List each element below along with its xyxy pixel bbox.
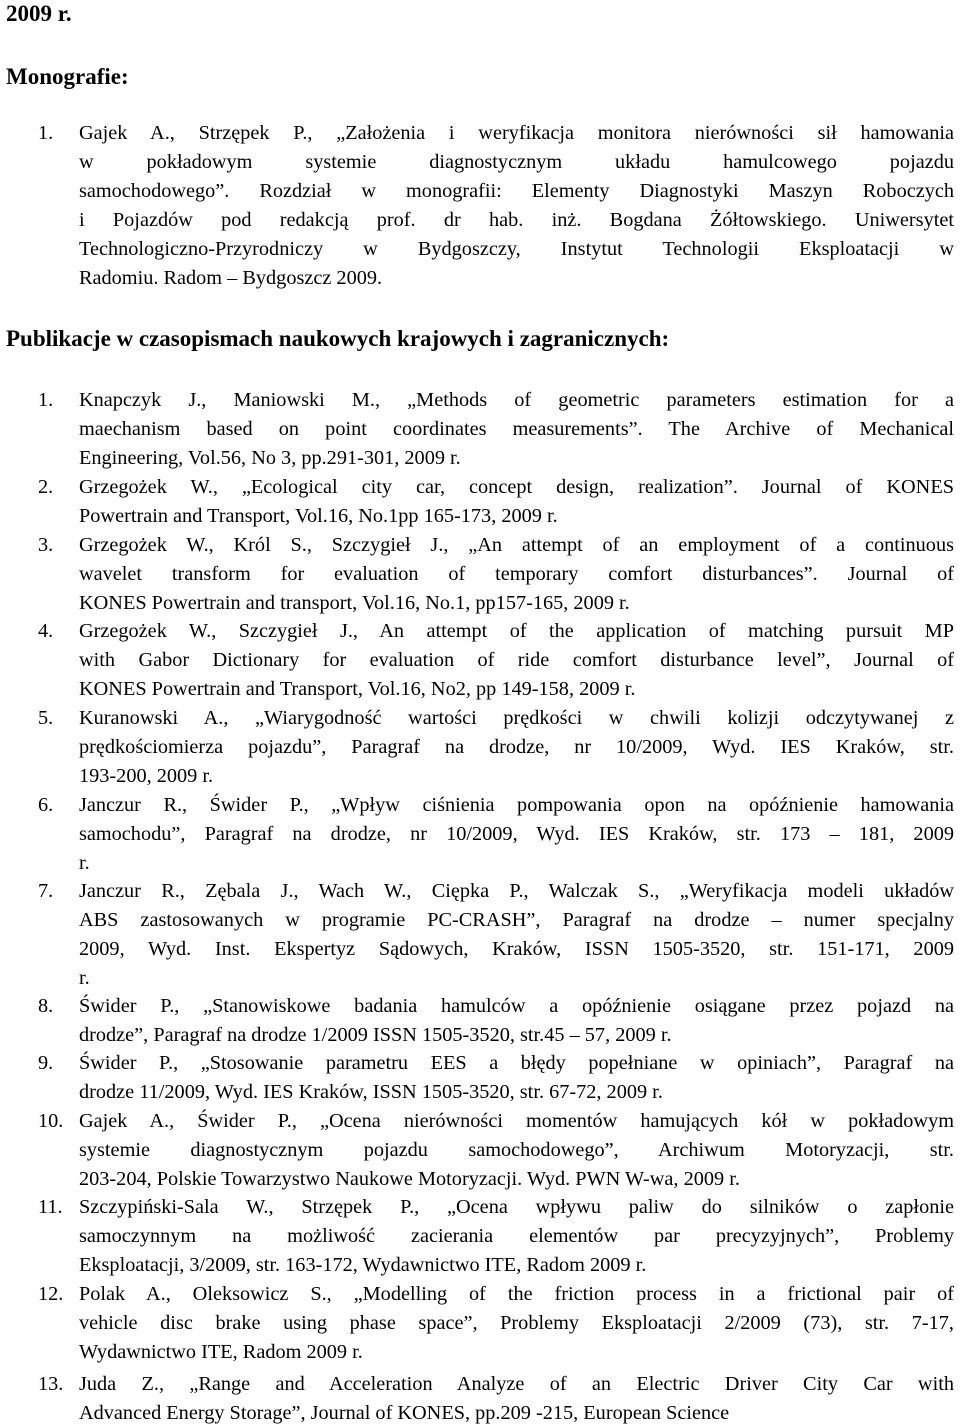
citation-line: samoczynnym na możliwość zacierania elementów par precyzyjnych”, Problemy [79,1225,954,1247]
list-item-number: 2. [38,476,54,498]
citation-text [79,1193,954,1280]
list-item [38,1280,954,1367]
list-item-number: 9. [38,1052,54,1074]
citation-line: w pokładowym systemie diagnostycznym układu hamulcowego pojazdu [79,151,954,173]
citation-line: Janczur R., Świder P., „Wpływ ciśnienia pompowania opon na opóźnienie hamowania [79,794,954,816]
citation-line: 2009, Wyd. Inst. Ekspertyz Sądowych, Kraków, ISSN 1505-3520, str. 151-171, 2009 [79,938,954,960]
citation-line: 203-204, Polskie Towarzystwo Naukowe Motoryzacji. Wyd. PWN W-wa, 2009 r. [79,1168,740,1190]
citation-line: with Gabor Dictionary for evaluation of ride comfort disturbance level”, Journal of [79,649,954,671]
citation-line: r. [79,967,90,989]
citation-line: Janczur R., Zębala J., Wach W., Ciępka P., Walczak S., „Weryfikacja modeli układów [79,880,954,902]
list-item-number: 3. [38,534,54,556]
list-item-number: 13. [38,1373,64,1395]
citation-line: vehicle disc brake using phase space”, Problemy Eksploatacji 2/2009 (73), str. 7-17, [79,1312,954,1334]
list-item-number: 8. [38,995,54,1017]
citation-line: Technologiczno-Przyrodniczy w Bydgoszczy, Instytut Technologii Eksploatacji w [79,238,954,260]
list-item [38,1049,954,1107]
list-item [38,1370,954,1428]
list-item [38,1193,954,1280]
citation-line: Gajek A., Strzępek P., „Założenia i weryfikacja monitora nierówności sił hamowania [79,122,954,144]
citation-line: Polak A., Oleksowicz S., „Modelling of the friction process in a frictional pair of [79,1283,954,1305]
citation-line: samochodu”, Paragraf na drodze, nr 10/2009, Wyd. IES Kraków, str. 173 – 181, 2009 [79,823,954,845]
citation-line: Juda Z., „Range and Acceleration Analyze of an Electric Driver City Car with [79,1373,954,1395]
citation-line: Grzegożek W., Szczygieł J., An attempt of the application of matching pursuit MP [79,620,954,642]
citation-line: Powertrain and Transport, Vol.16, No.1pp 165-173, 2009 r. [79,505,558,527]
citation-line: Grzegożek W., Król S., Szczygieł J., „An attempt of an employment of a continuous [79,534,954,556]
citation-text [79,992,954,1050]
list-item-number: 11. [38,1196,63,1218]
citation-text [79,1280,954,1367]
list-item [38,704,954,791]
citation-text [79,704,954,791]
citation-line: i Pojazdów pod redakcją prof. dr hab. inż. Bogdana Żółtowskiego. Uniwersytet [79,209,954,231]
citation-line: Szczypiński-Sala W., Strzępek P., „Ocena wpływu paliw do silników o zapłonie [79,1196,954,1218]
citation-line: Świder P., „Stanowiskowe badania hamulców a opóźnienie osiągane przez pojazd na [79,995,954,1017]
citation-text [79,119,954,293]
citation-text [79,1049,954,1107]
citation-line: Eksploatacji, 3/2009, str. 163-172, Wydawnictwo ITE, Radom 2009 r. [79,1254,647,1276]
citation-line: Świder P., „Stosowanie parametru EES a błędy popełniane w opiniach”, Paragraf na [79,1052,954,1074]
list-item-number: 5. [38,707,54,729]
citation-text [79,1107,954,1194]
citation-line: Engineering, Vol.56, No 3, pp.291-301, 2009 r. [79,447,461,469]
list-item-number: 6. [38,794,54,816]
list-item [38,877,954,993]
list-item [38,386,954,473]
citation-line: Wydawnictwo ITE, Radom 2009 r. [79,1341,363,1363]
citation-text [79,877,954,993]
citation-line: r. [79,852,90,874]
list-item-number: 12. [38,1283,64,1305]
citation-line: Grzegożek W., „Ecological city car, concept design, realization”. Journal of KONES [79,476,954,498]
citation-line: prędkościomierza pojazdu”, Paragraf na drodze, nr 10/2009, Wyd. IES Kraków, str. [79,736,954,758]
citation-line: KONES Powertrain and Transport, Vol.16, No2, pp 149-158, 2009 r. [79,678,636,700]
citation-line: Kuranowski A., „Wiarygodność wartości prędkości w chwili kolizji odczytywanej z [79,707,954,729]
list-item [38,992,954,1050]
citation-line: systemie diagnostycznym pojazdu samochodowego”, Archiwum Motoryzacji, str. [79,1139,954,1161]
citation-line: 193-200, 2009 r. [79,765,214,787]
citation-line: Advanced Energy Storage”, Journal of KONES, pp.209 -215, European Science [79,1402,730,1424]
list-item-number: 4. [38,620,54,642]
citation-line: Radomiu. Radom – Bydgoszcz 2009. [79,267,383,289]
citation-line: wavelet transform for evaluation of temporary comfort disturbances”. Journal of [79,563,954,585]
citation-line: KONES Powertrain and transport, Vol.16, No.1, pp157-165, 2009 r. [79,592,630,614]
list-item [38,531,954,618]
list-item [38,791,954,878]
citation-line: maechanism based on point coordinates measurements”. The Archive of Mechanical [79,418,954,440]
list-item [38,1107,954,1194]
citation-line: Gajek A., Świder P., „Ocena nierówności momentów hamujących kół w pokładowym [79,1110,954,1132]
list-item [38,473,954,531]
list-item-number: 7. [38,880,54,902]
citation-line: ABS zastosowanych w programie PC-CRASH”, Paragraf na drodze – numer specjalny [79,909,954,931]
citation-text [79,386,954,473]
citation-line: samochodowego”. Rozdział w monografii: Elementy Diagnostyki Maszyn Roboczych [79,180,954,202]
citation-line: drodze”, Paragraf na drodze 1/2009 ISSN 1505-3520, str.45 – 57, 2009 r. [79,1024,672,1046]
citation-text [79,1370,954,1428]
publications-heading: Publikacje w czasopismach naukowych krajowych i zagranicznych: [6,326,670,351]
citation-line: drodze 11/2009, Wyd. IES Kraków, ISSN 1505-3520, str. 67-72, 2009 r. [79,1081,663,1103]
monographs-heading: Monografie: [6,64,129,89]
list-item [38,617,954,704]
list-item-number: 1. [38,122,54,144]
year-heading: 2009 r. [6,1,72,26]
citation-text [79,617,954,704]
citation-text [79,791,954,878]
citation-text [79,473,954,531]
citation-text [79,531,954,618]
list-item-number: 1. [38,389,54,411]
citation-line: Knapczyk J., Maniowski M., „Methods of geometric parameters estimation for a [79,389,954,411]
list-item-number: 10. [38,1110,64,1132]
list-item [38,119,954,293]
